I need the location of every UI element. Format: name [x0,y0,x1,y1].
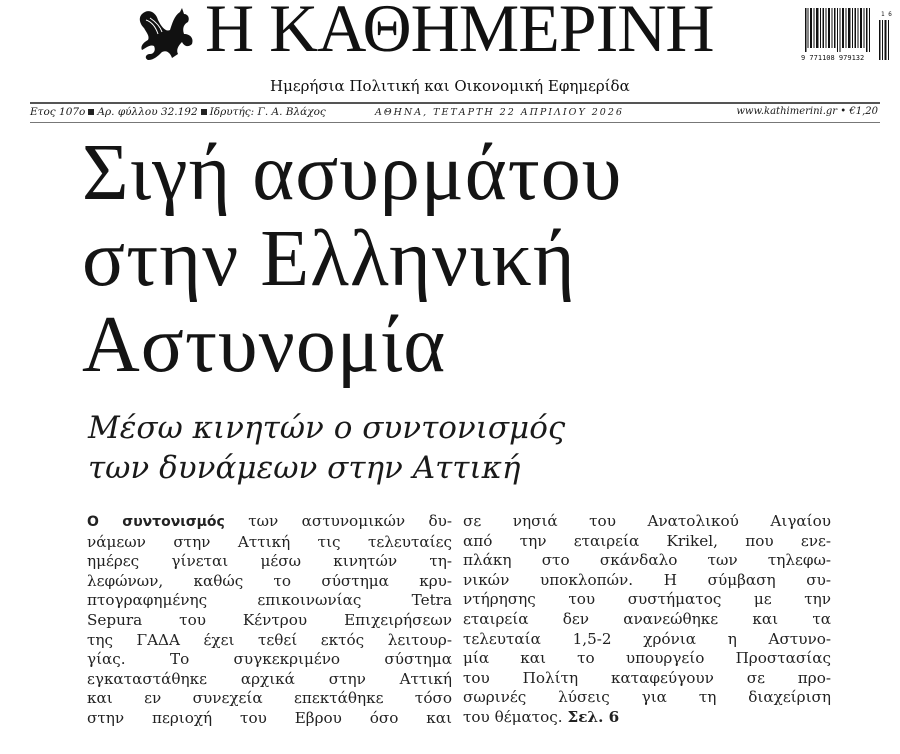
svg-text:9 771108 979132: 9 771108 979132 [801,54,865,62]
subhead-line: των δυνάμεων στην Αττική [88,450,521,486]
barcode-icon [797,6,892,62]
body-line: εγκαταστάθηκε αρχικά στην Αττική [87,669,452,688]
body-line: της ΓΑΔΑ έχει τεθεί εκτός λειτουρ- [87,630,452,649]
body-line: στην περιοχή του Εβρου όσο και [87,708,452,727]
body-line: ντήρησης του συστήματος με την [463,590,831,609]
year-label: Ετος 107ο [30,106,86,118]
body-line: σε νησιά του Ανατολικού Αιγαίου [463,512,831,530]
headline-line: Σιγή ασυρμάτου [82,129,623,217]
body-line: και εν συνεχεία επεκτάθηκε τόσο [87,689,452,708]
body-line: Sepura του Κέντρου Επιχειρήσεων [87,610,452,629]
article-column-2 [463,512,831,728]
newspaper-tagline: Ημερήσια Πολιτική και Οικονομική Εφημερίδα [270,77,630,95]
subhead-line: Μέσω κινητών ο συντονισμός [88,410,566,446]
svg-text:1 6: 1 6 [881,11,892,18]
square-bullet-icon [88,109,94,115]
body-line: νάμεων στην Αττική τις τελευταίες [87,532,452,551]
body-line: του Πολίτη καταφεύγουν σε προ- [463,668,831,687]
body-line: μία και το υπουργείο Προστασίας [463,649,831,668]
issue-info-bar [30,102,880,123]
body-line: σωρινές λύσεις για τη διαχείριση [463,688,831,707]
body-line: λεφώνων, καθώς το σύστημα κρυ- [87,571,452,590]
body-line: νικών υποκλοπών. Η σύμβαση συ- [463,570,831,589]
article-subheadline [88,408,565,488]
headline-line: στην Ελληνική [82,215,576,303]
body-line: του θέματος. Σελ. 6 [463,707,620,726]
website-link[interactable]: www.kathimerini.gr [736,106,838,117]
price-label: €1,20 [849,106,878,117]
website-price: www.kathimerini.gr • €1,20 [736,106,878,117]
griffin-icon [136,6,198,64]
article-headline[interactable] [82,130,882,388]
dateline: ΑΘΗΝΑ, ΤΕΤΑΡΤΗ 22 ΑΠΡΙΛΙΟΥ 2026 [375,107,624,118]
page-reference-link[interactable]: Σελ. 6 [567,707,620,726]
article-column-1 [87,512,452,729]
body-line: ημέρες γίνεται μέσω κινητών τη- [87,552,452,571]
newspaper-title[interactable]: Η ΚΑΘΗΜΕΡΙΝΗ [205,0,714,66]
issue-details [30,106,326,118]
body-line: Ο συντονισμός των αστυνομικών δυ- [87,512,452,530]
body-line: γίας. Το συγκεκριμένο σύστημα [87,650,452,669]
body-line: τελευταία 1,5-2 χρόνια η Αστυνο- [463,629,831,648]
lead-word: Ο συντονισμός [87,514,225,530]
body-line: πλάκη στο σκάνδαλο των τηλεφω- [463,551,831,570]
issue-number: Αρ. φύλλου 32.192 [97,106,198,118]
headline-line: Αστυνομία [82,301,447,389]
square-bullet-icon [201,109,207,115]
body-line: από την εταιρεία Krikel, που ενε- [463,531,831,550]
masthead [0,0,900,100]
body-line: εταιρεία δεν ανανεώθηκε και τα [463,609,831,628]
body-line: πτογραφημένης επικοινωνίας Tetra [87,591,452,610]
founder-label: Ιδρυτής: Γ. Α. Βλάχος [209,106,326,118]
